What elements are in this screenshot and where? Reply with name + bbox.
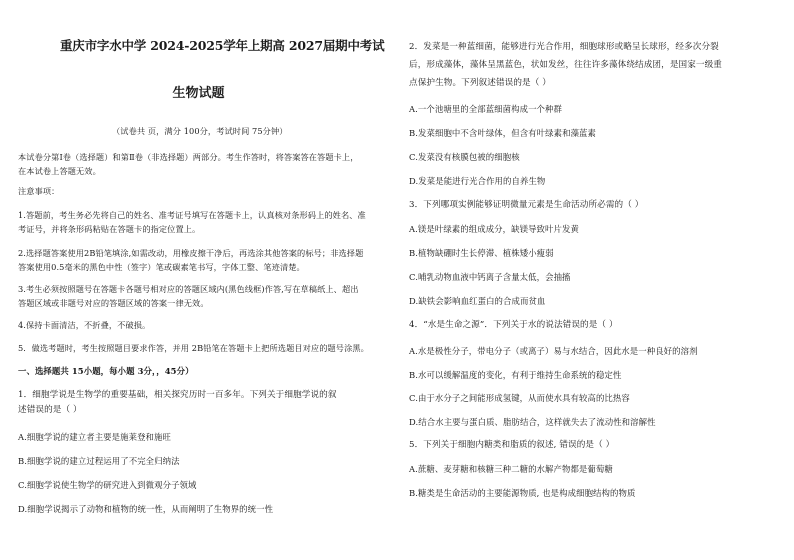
exam-title: 重庆市字水中学 2024-2025学年上期高 2027届期中考试: [60, 38, 385, 53]
notice-line: 5．做选考题时，考生按照题目要求作答，并用 2B铅笔在答题卡上把所选题目对应的题号涂黑。: [18, 343, 369, 353]
notice-line: 考证号，并将条形码粘贴在答题卡的指定位置上。: [18, 224, 201, 234]
option: C.细胞学说使生物学的研究进入到微观分子领域: [18, 480, 197, 490]
option: D.缺铁会影响血红蛋白的合成而贫血: [409, 296, 546, 306]
option: A.镁是叶绿素的组成成分，缺镁导致叶片发黄: [409, 224, 579, 234]
notice-line: 答案使用0.5毫米的黑色中性（签字）笔或碳素笔书写，字体工整、笔迹清楚。: [18, 262, 305, 272]
question-stem: 3．下列哪项实例能够证明微量元素是生命活动所必需的（ ）: [409, 200, 644, 210]
question-stem: 5．下列关于细胞内糖类和脂质的叙述, 错误的是（ ）: [409, 440, 615, 450]
option: D.细胞学说揭示了动物和植物的统一性，从而阐明了生物界的统一性: [18, 504, 274, 514]
option: C.哺乳动物血液中钙离子含量太低，会抽搐: [409, 272, 571, 282]
question-stem: 后，形成藻体，藻体呈黑蓝色，状如发丝，往往许多藻体绕结成团，是国家一级重: [409, 60, 722, 70]
exam-info: （试卷共 页，满分 100分，考试时间 75分钟）: [112, 126, 288, 136]
section-heading: 一、选择题共 15小题，每小题 3分，，45分）: [18, 366, 194, 376]
notice-line: 1.答题前，考生务必先将自己的姓名、准考证号填写在答题卡上，认真核对条形码上的姓名、准: [18, 210, 366, 220]
option: B.糖类是生命活动的主要能源物质, 也是构成细胞结构的物质: [409, 488, 636, 498]
option: B.水可以缓解温度的变化，有利于维持生命系统的稳定性: [409, 370, 622, 380]
notice-line: 3.考生必须按照题号在答题卡各题号相对应的答题区域内(黑色线框)作答,写在草稿纸上、超出: [18, 284, 359, 294]
option: B.发菜细胞中不含叶绿体，但含有叶绿素和藻蓝素: [409, 128, 596, 138]
option: D.结合水主要与蛋白质、脂肪结合，这样就失去了流动性和溶解性: [409, 417, 656, 427]
notice-line: 2.选择题答案使用2B铅笔填涂,如需改动，用橡皮擦干净后，再选涂其他答案的标号；非选择题: [18, 248, 364, 258]
option: A.细胞学说的建立者主要是施莱登和施旺: [18, 432, 171, 442]
notice-title: 注意事项：: [18, 186, 60, 196]
intro-line: 在本试卷上答题无效。: [18, 166, 101, 176]
notice-line: 4.保持卡面清洁，不折叠，不破损。: [18, 320, 151, 330]
question-stem: 4．“水是生命之源”．下列关于水的说法错误的是（ ）: [409, 320, 618, 330]
notice-line: 答题区域或非题号对应的答题区域的答案一律无效。: [18, 298, 209, 308]
option: B.植物缺硼时生长停滞、植株矮小瘦弱: [409, 248, 554, 258]
option: A.蔗糖、麦芽糖和核糖三种二糖的水解产物都是葡萄糖: [409, 464, 613, 474]
option: A.水是极性分子，带电分子（或离子）易与水结合，因此水是一种良好的溶剂: [409, 346, 698, 356]
question-stem: 1．细胞学说是生物学的重要基础，相关探究历时一百多年。下列关于细胞学说的叙: [18, 390, 337, 400]
question-stem: 点保护生物。下列叙述错误的是（ ）: [409, 78, 551, 88]
question-stem: 述错误的是（ ）: [18, 405, 82, 415]
option: B.细胞学说的建立过程运用了不完全归纳法: [18, 456, 180, 466]
exam-subject: 生物试题: [172, 86, 225, 101]
intro-line: 本试卷分第Ⅰ卷（选择题）和第Ⅱ卷（非选择题）两部分。考生作答时，将答案答在答题卡上，: [18, 152, 359, 162]
option: C.由于水分子之间能形成氢键，从而使水具有较高的比热容: [409, 393, 630, 403]
option: D.发菜是能进行光合作用的自养生物: [409, 176, 546, 186]
option: A.一个池塘里的全部蓝细菌构成一个种群: [409, 104, 562, 114]
option: C.发菜没有核膜包被的细胞核: [409, 152, 520, 162]
question-stem: 2．发菜是一种蓝细菌，能够进行光合作用，细胞球形或略呈长球形，经多次分裂: [409, 42, 719, 52]
